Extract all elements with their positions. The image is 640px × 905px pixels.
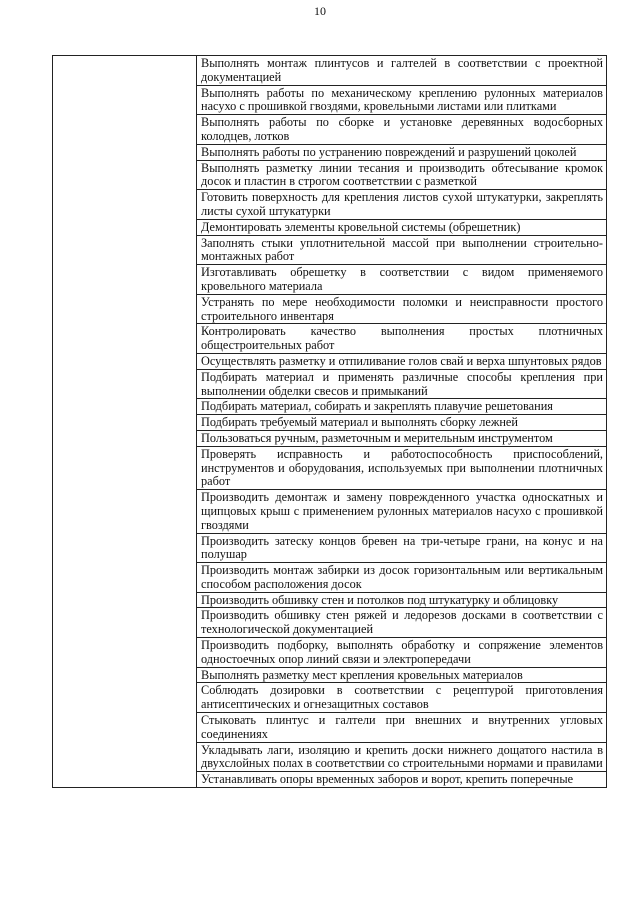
skill-text: Выполнять разметку мест крепления кровельных материалов — [201, 667, 523, 682]
skill-text: Производить обшивку стен ряжей и ледорезов досками в соответствии с технологической документацией — [201, 608, 603, 637]
skill-cell — [197, 608, 607, 638]
skills-table — [52, 55, 607, 788]
skill-cell — [197, 638, 607, 668]
skill-cell — [197, 144, 607, 160]
skill-text: Пользоваться ручным, разметочным и мерительным инструментом — [201, 430, 553, 445]
skill-cell — [197, 190, 607, 220]
skill-cell — [197, 324, 607, 354]
skill-text: Производить обшивку стен и потолков под штукатурку и облицовку — [201, 592, 559, 607]
skill-cell — [197, 235, 607, 265]
skill-text: Осуществлять разметку и отпиливание голов свай и верха шпунтовых рядов — [201, 353, 602, 368]
skill-text: Изготавливать обрешетку в соответствии с видом применяемого кровельного материала — [201, 265, 603, 293]
skill-text: Подбирать требуемый материал и выполнять сборку лежней — [201, 415, 518, 430]
skill-cell — [197, 399, 607, 415]
skill-cell — [197, 369, 607, 399]
skill-cell — [197, 265, 607, 295]
skill-cell — [197, 742, 607, 772]
skill-text: Выполнять работы по устранению повреждений и разрушений цоколей — [201, 144, 577, 159]
skill-text: Производить монтаж забирки из досок горизонтальным или вертикальным способом расположения досок — [201, 563, 603, 591]
skill-text: Демонтировать элементы кровельной системы (обрешетник) — [201, 219, 521, 234]
skill-cell — [197, 592, 607, 608]
skill-cell — [197, 713, 607, 743]
skill-cell — [197, 490, 607, 533]
skill-cell — [197, 563, 607, 593]
table-body — [53, 56, 607, 788]
page-number: 10 — [314, 4, 326, 18]
skill-text: Заполнять стыки уплотнительной массой при выполнении строительно-монтажных работ — [201, 235, 603, 264]
skill-cell — [197, 219, 607, 235]
skill-text: Подбирать материал и применять различные способы крепления при выполнении обделки свесов и примыканий — [201, 369, 603, 398]
skill-text: Устанавливать опоры временных заборов и ворот, крепить поперечные — [201, 772, 574, 787]
skill-cell — [197, 85, 607, 115]
skill-text: Производить демонтаж и замену поврежденного участка односкатных и щипцовых крыш с применением рулонных материалов насухо с прошивкой гвоздями — [201, 490, 603, 532]
skill-cell — [197, 683, 607, 713]
skill-cell — [197, 415, 607, 431]
skill-cell — [197, 353, 607, 369]
skill-text: Готовить поверхность для крепления листов сухой штукатурки, закреплять листы сухой штукатурки — [201, 190, 603, 218]
skill-text: Выполнять монтаж плинтусов и галтелей в соответствии с проектной документацией — [201, 56, 603, 84]
skill-text: Стыковать плинтус и галтели при внешних и внутренних угловых соединениях — [201, 713, 603, 741]
skill-cell — [197, 160, 607, 190]
skill-text: Выполнять разметку линии тесания и производить обтесывание кромок досок и пластин в строгом соответствии с разметкой — [201, 160, 603, 189]
skill-cell — [197, 115, 607, 145]
skill-text: Производить подборку, выполнять обработку и сопряжение элементов одностоечных опор линий связи и электропередачи — [201, 638, 603, 666]
skill-cell — [197, 56, 607, 86]
skill-text: Контролировать качество выполнения простых плотничных общестроительных работ — [201, 324, 603, 353]
skill-cell — [197, 533, 607, 563]
skill-text: Выполнять работы по механическому креплению рулонных материалов насухо с прошивкой гвоздями, кровельными листами или плитками — [201, 85, 603, 114]
skill-cell — [197, 667, 607, 683]
skill-text: Устранять по мере необходимости поломки и неисправности простого строительного инвентаря — [201, 294, 603, 323]
skill-cell — [197, 772, 607, 788]
table-row — [53, 56, 607, 86]
skill-text: Подбирать материал, собирать и закреплять плавучие решетования — [201, 399, 553, 414]
skill-text: Проверять исправность и работоспособность приспособлений, инструментов и оборудования, используемых при выполнении плотничных работ — [201, 446, 603, 489]
skill-cell — [197, 294, 607, 324]
skill-text: Соблюдать дозировки в соответствии с рецептурой приготовления антисептических и огнезащитных составов — [201, 683, 603, 712]
skill-text: Укладывать лаги, изоляцию и крепить доски нижнего дощатого настила в двухслойных полах в соответствии со строительными нормами и правилами — [201, 742, 603, 771]
empty-left-cell — [53, 56, 197, 788]
skill-text: Производить затеску концов бревен на три-четыре грани, на конус и на полушар — [201, 533, 603, 562]
skill-cell — [197, 446, 607, 489]
skill-cell — [197, 430, 607, 446]
skill-text: Выполнять работы по сборке и установке деревянных водосборных колодцев, лотков — [201, 115, 603, 143]
